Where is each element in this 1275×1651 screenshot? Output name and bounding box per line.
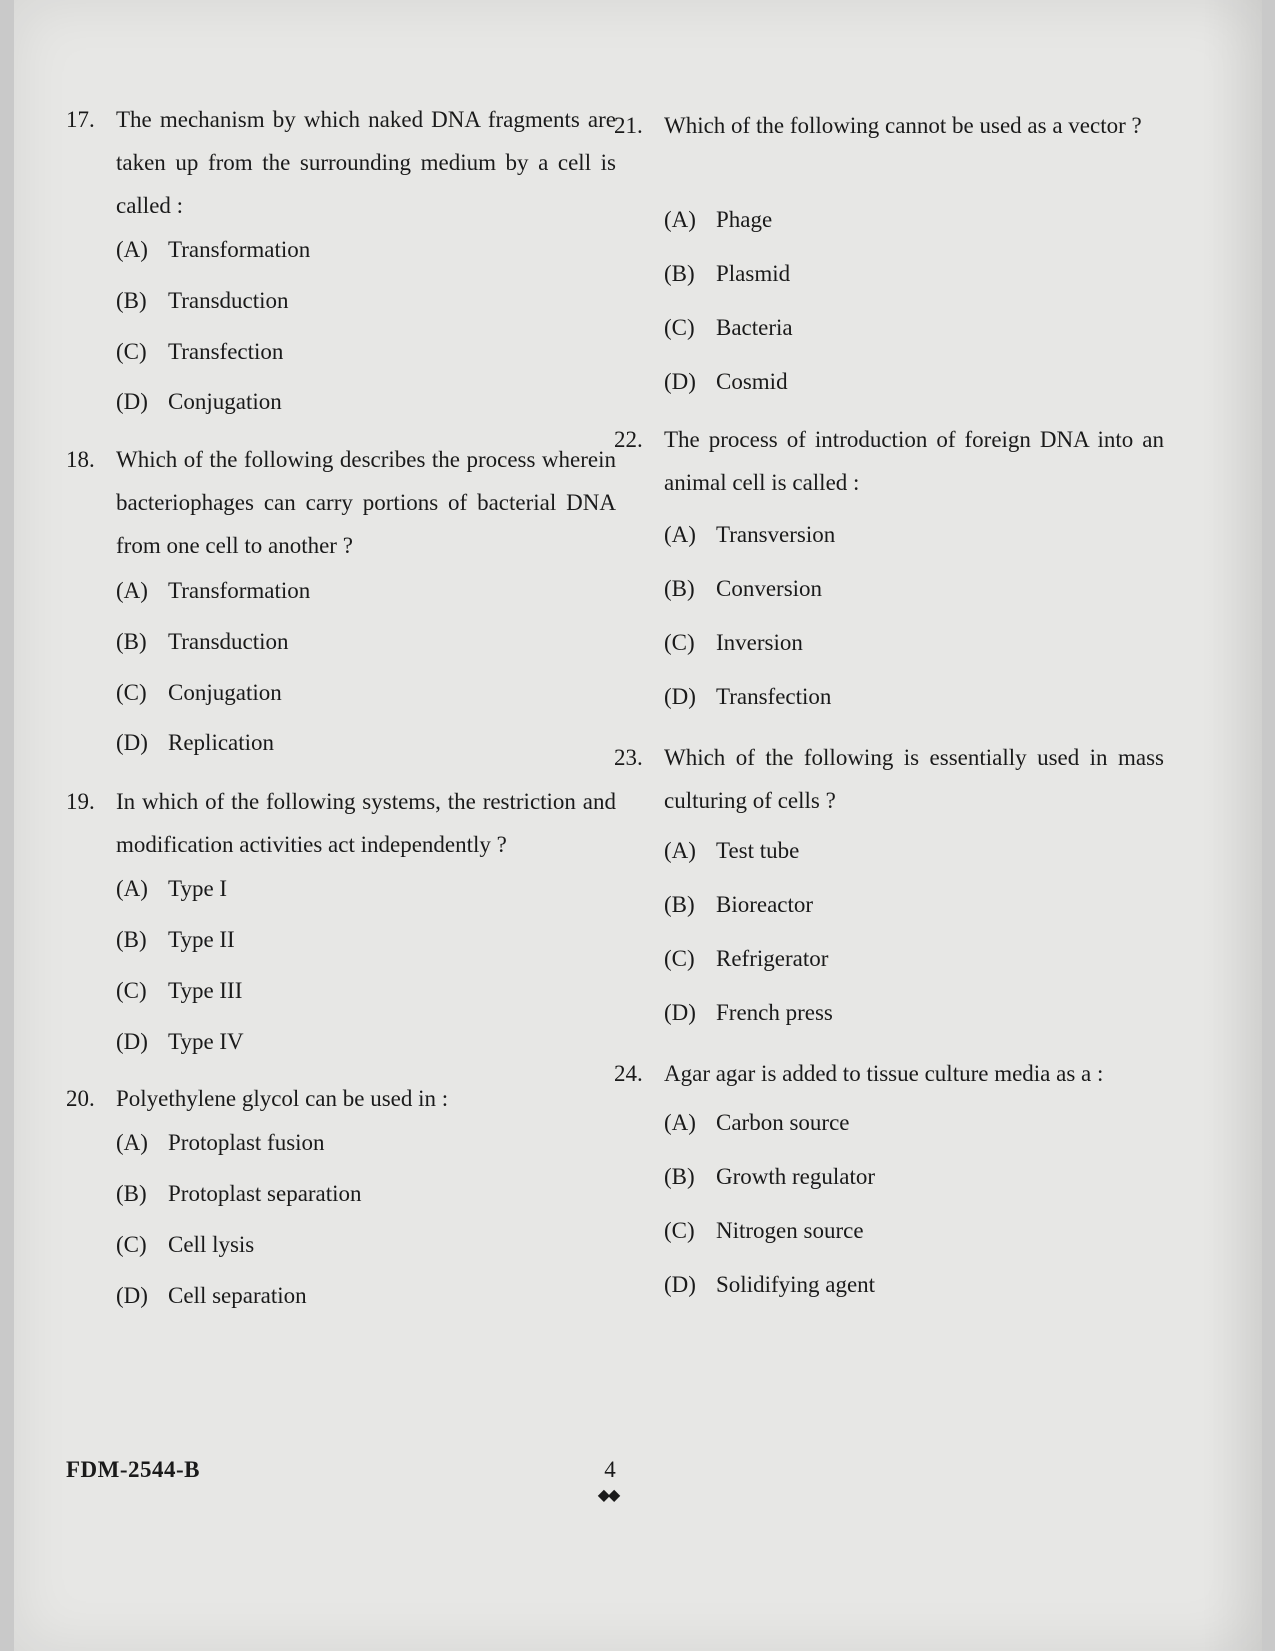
option-b: (B) Protoplast separation	[116, 1181, 362, 1206]
option-d: (D) Replication	[116, 730, 275, 755]
option-d: (D) Type IV	[116, 1029, 244, 1054]
question-text: In which of the following systems, the restriction and modification activities act independently ?	[116, 789, 616, 857]
option-a: (A) Transversion	[664, 522, 836, 547]
option-a: (A) Transformation	[116, 578, 311, 603]
paper-code: FDM-2544-B	[66, 1457, 201, 1482]
question-number: 19.	[66, 789, 95, 814]
exam-page	[14, 0, 1262, 1651]
option-c: (C) Bacteria	[664, 315, 793, 340]
option-c: (C) Transfection	[116, 339, 284, 364]
option-a: (A) Transformation	[116, 237, 311, 262]
question-number: 22.	[614, 427, 643, 452]
question-text: Polyethylene glycol can be used in :	[116, 1086, 449, 1111]
option-d: (D) Solidifying agent	[664, 1272, 876, 1297]
question-number: 18.	[66, 447, 95, 472]
question-number: 17.	[66, 107, 95, 132]
question-number: 20.	[66, 1086, 95, 1111]
question-number: 24.	[614, 1061, 643, 1086]
option-b: (B) Bioreactor	[664, 892, 814, 917]
option-b: (B) Growth regulator	[664, 1164, 876, 1189]
option-a: (A) Test tube	[664, 838, 800, 863]
option-a: (A) Protoplast fusion	[116, 1130, 325, 1155]
question-number: 21.	[614, 113, 643, 138]
diamond-ornament-icon: ◆◆	[597, 1487, 619, 1504]
option-b: (B) Plasmid	[664, 261, 791, 286]
option-d: (D) Transfection	[664, 684, 832, 709]
option-d: (D) French press	[664, 1000, 833, 1025]
question-text: Agar agar is added to tissue culture media as a :	[664, 1061, 1104, 1086]
option-c: (C) Nitrogen source	[664, 1218, 864, 1243]
question-text: The process of introduction of foreign DNA into an animal cell is called :	[664, 427, 1164, 495]
question-text: Which of the following cannot be used as a vector ?	[664, 113, 1142, 138]
option-b: (B) Conversion	[664, 576, 823, 601]
question-text: Which of the following describes the process wherein bacteriophages can carry portions of bacterial DNA from one cell to another ?	[116, 447, 616, 558]
option-d: (D) Cosmid	[664, 369, 788, 394]
option-c: (C) Cell lysis	[116, 1232, 255, 1257]
option-d: (D) Cell separation	[116, 1283, 307, 1308]
option-c: (C) Refrigerator	[664, 946, 829, 971]
option-b: (B) Type II	[116, 927, 235, 952]
option-c: (C) Type III	[116, 978, 243, 1003]
option-a: (A) Phage	[664, 207, 773, 232]
option-a: (A) Type I	[116, 876, 228, 901]
page-edge-shadow	[1202, 0, 1262, 1651]
option-b: (B) Transduction	[116, 288, 289, 313]
option-a: (A) Carbon source	[664, 1110, 850, 1135]
option-c: (C) Conjugation	[116, 680, 282, 705]
option-c: (C) Inversion	[664, 630, 803, 655]
question-text: The mechanism by which naked DNA fragments are taken up from the surrounding medium by a cell is called :	[116, 107, 616, 218]
option-d: (D) Conjugation	[116, 389, 282, 414]
question-number: 23.	[614, 745, 643, 770]
option-b: (B) Transduction	[116, 629, 289, 654]
question-text: Which of the following is essentially used in mass culturing of cells ?	[664, 745, 1164, 813]
page-number: 4	[604, 1457, 616, 1482]
